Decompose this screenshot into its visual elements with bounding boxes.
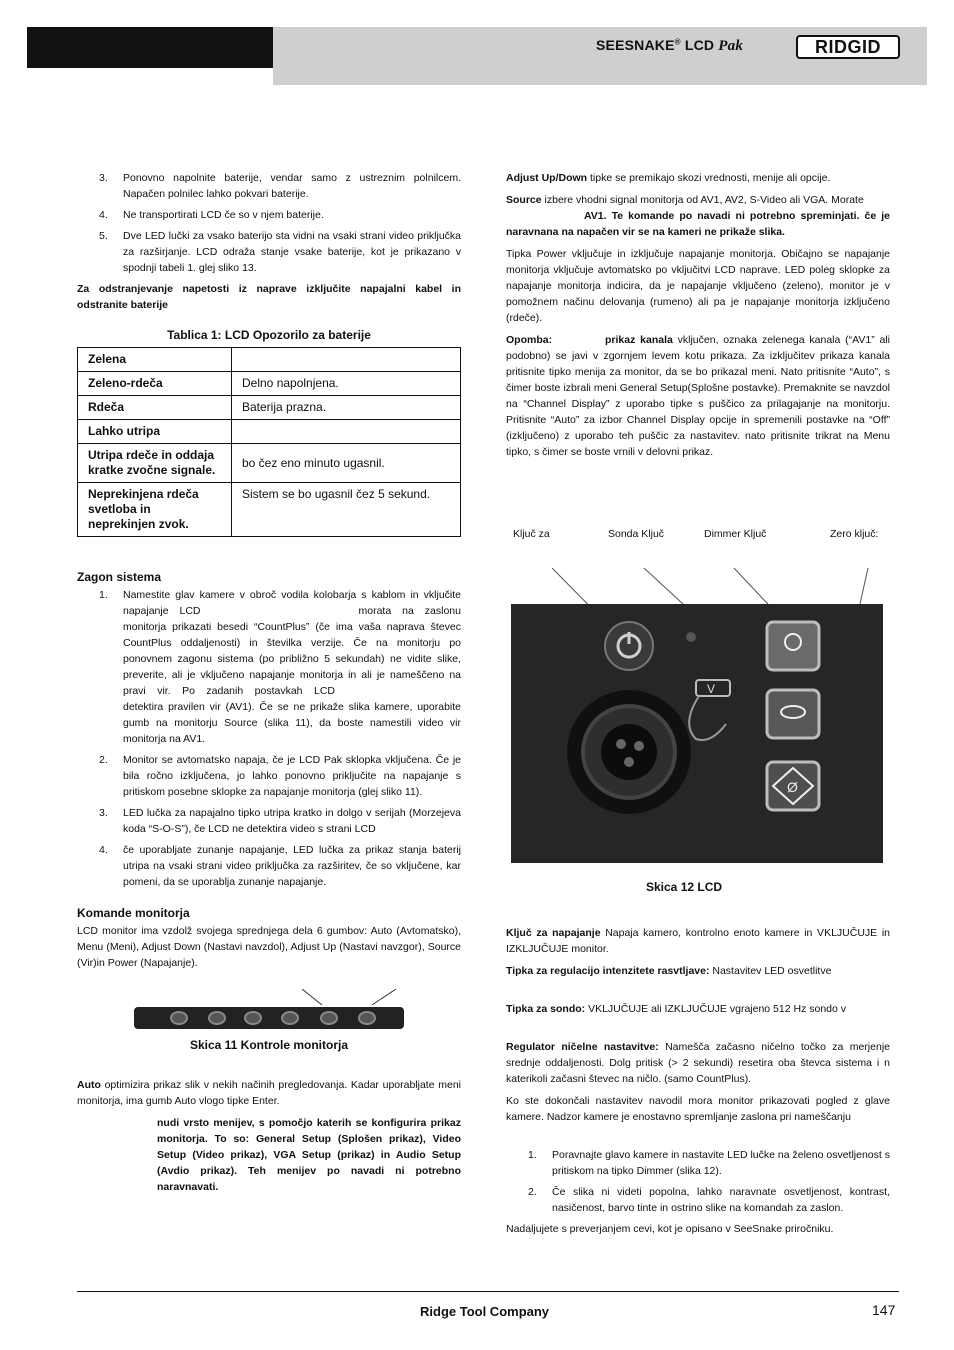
table-caption: Tablica 1: LCD Opozorilo za baterije <box>167 328 371 342</box>
list-text: Ne transportirati LCD če so v njem baterije. <box>123 209 324 221</box>
regulator-text: Regulator ničelne nastavitve: Namešča začasno ničelno točko za merjenje srednje oddaljenosti. Dolg pritisk (> 2 sekundi) resetira oba števca sistema i n katerikoli začasni števec na ničlo. (samo CountPlus). <box>506 1041 890 1085</box>
power-text: Tipka Power vključuje in izključuje napajanje monitorja. Običajno se napajanje monitorja vključuje avtomatsko po vključitvi LCD naprave. LED poleg sklopke za napajanje monitorja indicira, da je napajanje vključeno (zeleno), monitor je v pomožnem načinu delovanja (rumeno) ali pa je napajanje monitorja izključeno (rdeče). <box>506 248 890 324</box>
right-column <box>506 170 890 466</box>
power-button-icon <box>358 1011 376 1025</box>
fig12-caption: Skica 12 LCD <box>646 880 723 894</box>
battery-table <box>77 347 461 537</box>
menu-text: nudi vrsto menijev, s pomočjo katerih se konfigurira prikaz monitorja. To so: General Setup (Splošen prikaz), Video Setup (Video prikaz), VGA Setup (prikaz) in Audio Setup (Avdio prikaz). Teh menijev po navadi ni potrebno naravnavati. <box>157 1117 461 1193</box>
battery-list <box>77 170 461 276</box>
opomba-text: Opomba: prikaz kanala vključen, oznaka zelenega kanala (“AV1” ali podobno) se javi v zgornjem levem kotu prikaza. Za izključitev prikaza kanala pritisnite tipko menija za monitor, da se bo prikazal meni. Nato pritisnite “Auto”, s čimer boste izbrali meni General Setup(Splošne postavke). Premaknite se navzdol na “Channel Display” z uporabo tipke s puščico za prilagajanje na monitorju. Pritisnite “Auto” za izbor Channel Display opcije in spremenili postavke na “Off” (izključeno) z uporabo teh puščic za nastavitev. nato pritisnite trikrat na Menu tipko, s čimer se boste vrnili v delovni prikaz. <box>506 334 891 458</box>
sonda-text: Tipka za sondo: VKLJUČUJE ali IZKLJUČUJE vgrajeno 512 Hz sondo v <box>506 1003 847 1015</box>
list-text: Dve LED lučki za vsako baterijo sta vidni na vsaki strani video priključka za razširjanje. LCD odraža stanje vsake baterije, kot je prikazano v spodnji tabeli 1. glej sliko 13. <box>123 230 461 274</box>
source-button-icon <box>320 1011 338 1025</box>
zagon-heading: Zagon sistema <box>77 570 162 584</box>
warning-text: Za odstranjevanje napetosti iz naprave izključite napajalni kabel in odstranite baterije <box>77 283 461 311</box>
lcd-pak-photo <box>511 604 883 863</box>
auto-text: Auto optimizira prikaz slik v nekih načinih pregledovanja. Kadar uporabljate meni monitorja, ima gumb Auto vlogo tipke Enter. <box>77 1079 461 1107</box>
list-text: Če slika ni videti popolna, lahko naravnate osvetljenost, kontrast, nasičenost, barvo tinte in ostrino slike na komandah za zaslon. <box>552 1186 890 1214</box>
list-item <box>77 805 461 837</box>
left-column <box>77 170 461 1201</box>
list-number: 3. <box>99 807 108 819</box>
table-cell-meaning: bo čez eno minuto ugasnil. <box>232 444 461 483</box>
fig11-caption: Skica 11 Kontrole monitorja <box>189 1038 349 1052</box>
fig12-label: Dimmer Ključ <box>704 528 767 540</box>
fig12-label: Ključ za <box>513 528 550 540</box>
svg-text:V: V <box>707 682 716 696</box>
komande-text: LCD monitor ima vzdolž svojega sprednjega dela 6 gumbov: Auto (Avtomatsko), Menu (Meni), Adjust Down (Nastavi navzdol), Adjust Up (Nastavi navzgor), Source (Vir)in Power (Napajanje). <box>77 925 461 969</box>
list-item <box>77 207 461 223</box>
list-number: 4. <box>99 209 108 221</box>
table-cell-state: Neprekinjena rdeča svetloba in neprekinjen zvok. <box>78 483 232 537</box>
page-number: 147 <box>872 1302 896 1318</box>
table-cell-meaning: Sistem se bo ugasnil čez 5 sekund. <box>232 483 461 537</box>
table-row <box>78 444 461 483</box>
right-lower-column <box>506 925 890 1243</box>
header-title: SEESNAKE® LCD Pak <box>596 37 744 54</box>
list-item <box>77 752 461 800</box>
table-cell-meaning <box>232 420 461 444</box>
list-text: Namestite glav kamere v obroč vodila kolobarja s kablom in vključite napajanje LCD morata na zaslonu monitorja prikazati besedi “CountPlus” (če ima vaša naprava števec CountPlus oddaljenosti) in številka verzije. Če na monitorju po ponovnem zagonu sistema (po približno 5 sekundah) ne vidite slike, preverite, ali je vključeno napajanje monitorja in ali je nameščeno na pravi vir. Po zadanih postavkah LCD detektira pravilen vir (AV1). Če se ne prikaže slika kamere, uporabite gumb na monitorju Source (slika 11), da boste namestili video vir monitorja na AV1. <box>123 589 461 745</box>
kljuc-text: Ključ za napajanje Napaja kamero, kontrolno enoto kamere in VKLJUČUJE in IZKLJUČUJE monitor. <box>506 927 890 955</box>
list-item <box>77 587 461 747</box>
list-number: 4. <box>99 844 108 856</box>
table-row <box>78 396 461 420</box>
list-text: Poravnajte glavo kamere in nastavite LED lučke na želeno osvetljenost s pritiskom na tipko Dimmer (slika 12). <box>552 1149 890 1177</box>
callout-lines <box>134 989 404 1009</box>
list-number: 2. <box>99 754 108 766</box>
table-cell-meaning <box>232 348 461 372</box>
steps-list <box>506 1147 890 1216</box>
adjust-text: Adjust Up/Down tipke se premikajo skozi vrednosti, menije ali opcije. <box>506 172 831 184</box>
svg-text:Ø: Ø <box>787 779 798 795</box>
monitor-controls-figure <box>134 989 404 1021</box>
table-cell-meaning: Baterija prazna. <box>232 396 461 420</box>
fig12-labels <box>506 528 890 544</box>
list-number: 1. <box>528 1149 537 1161</box>
table-cell-meaning: Delno napolnjena. <box>232 372 461 396</box>
list-item <box>506 1184 890 1216</box>
auto-button-icon <box>170 1011 188 1025</box>
fig12-label: Zero ključ: <box>830 528 879 540</box>
ko-text: Ko ste dokončali nastavitev navodil mora monitor prikazovati pogled z glave kamere. Nadzor kamere je enostavno spremljanje zaslona pri nameščanju <box>506 1095 890 1123</box>
list-text: Ponovno napolnite baterije, vendar samo z ustreznim polnilcem. Napačen polnilec lahko pokvari baterije. <box>123 172 461 200</box>
adjust-up-button-icon <box>281 1011 299 1025</box>
list-item <box>77 170 461 202</box>
list-text: če uporabljate zunanje napajanje, LED lučka za prikaz stanja baterij utripa na vsaki strani video priključka za razširitev, če so vključene, kar pomeni, da se uporablja zunanje napajanje. <box>123 844 461 888</box>
table-row <box>78 348 461 372</box>
footer-company: Ridge Tool Company <box>420 1304 550 1319</box>
tipka-text: Tipka za regulacijo intenzitete rasvtljave: Nastavitev LED osvetlitve <box>506 965 832 977</box>
list-item <box>77 228 461 276</box>
zagon-list <box>77 587 461 890</box>
header-black-block <box>27 27 273 68</box>
list-number: 1. <box>99 589 108 601</box>
table-cell-state: Utripa rdeče in oddaja kratke zvočne signale. <box>78 444 232 483</box>
table-cell-state: Rdeča <box>78 396 232 420</box>
list-text: Monitor se avtomatsko napaja, če je LCD Pak sklopka vključena. Če je bila ročno izključena, jo lahko ponovno priključite na napajanje s pritiskom posebne sklopke za napajanje monitorja (glej sliko 11). <box>123 754 461 798</box>
list-text: LED lučka za napajalno tipko utripa kratko in dolgo v serijah (Morzejeva koda “S-O-S”), če LCD ne detektira video s strani LCD <box>123 807 461 835</box>
menu-button-icon <box>208 1011 226 1025</box>
table-row <box>78 483 461 537</box>
komande-heading: Komande monitorja <box>77 906 190 920</box>
lcd-pak-panel-drawing <box>511 604 883 863</box>
adjust-down-button-icon <box>244 1011 262 1025</box>
table-cell-state: Lahko utripa <box>78 420 232 444</box>
list-number: 5. <box>99 230 108 242</box>
source-text: Source izbere vhodni signal monitorja od AV1, AV2, S-Video ali VGA. Morate AV1. Te komande po navadi ni potrebno spreminjati. če je naravnana na napačen vir se na kameri ne prikaže slika. <box>506 194 890 238</box>
table-cell-state: Zeleno-rdeča <box>78 372 232 396</box>
footer-rule <box>77 1291 899 1292</box>
list-item <box>77 842 461 890</box>
list-number: 3. <box>99 172 108 184</box>
list-item <box>506 1147 890 1179</box>
table-row <box>78 372 461 396</box>
fig12-label: Sonda Ključ <box>608 528 665 540</box>
table-cell-state: Zelena <box>78 348 232 372</box>
list-number: 2. <box>528 1186 537 1198</box>
final-text: Nadaljujete s preverjanjem cevi, kot je opisano v SeeSnake priročniku. <box>506 1223 834 1235</box>
ridgid-logo: RIDGID <box>796 35 900 59</box>
table-row <box>78 420 461 444</box>
